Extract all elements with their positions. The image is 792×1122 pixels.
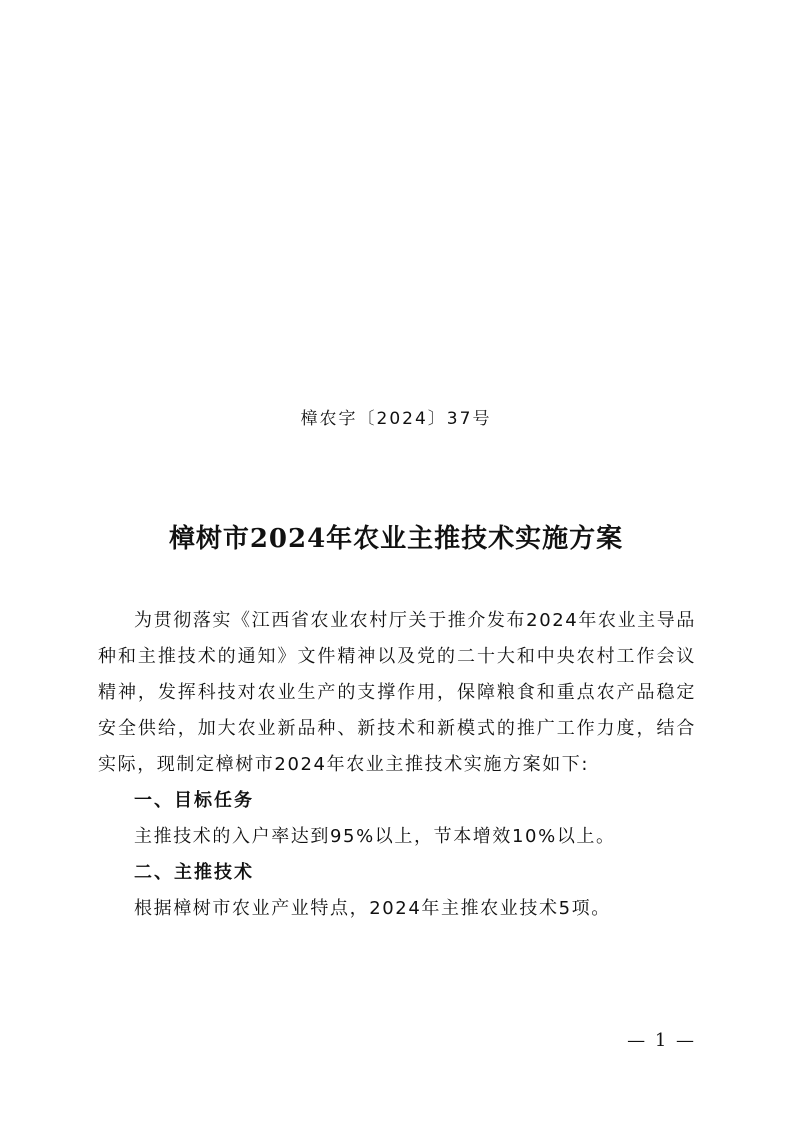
- section-heading-goals: 一、目标任务: [134, 790, 254, 811]
- page-number: — 1 —: [627, 1030, 696, 1051]
- section-heading-techniques: 二、主推技术: [134, 862, 254, 883]
- document-title: 樟树市2024年农业主推技术实施方案: [168, 524, 624, 554]
- section-text-goals: 主推技术的入户率达到95%以上，节本增效10%以上。: [134, 826, 616, 847]
- section-text-techniques: 根据樟树市农业产业特点，2024年主推农业技术5项。: [134, 898, 611, 919]
- intro-paragraph: 为贯彻落实《江西省农业农村厅关于推介发布2024年农业主导品种和主推技术的通知》文件精神以及党的二十大和中央农村工作会议精神，发挥科技对农业生产的支撑作用，保障粮食和重点农产品稳定安全供给，加大农业新品种、新技术和新模式的推广工作力度，结合实际，现制定樟树市2024年农业主推技术实施方案如下:: [98, 610, 696, 775]
- document-number: 樟农字〔2024〕37号: [300, 409, 492, 429]
- document-body: [98, 603, 696, 927]
